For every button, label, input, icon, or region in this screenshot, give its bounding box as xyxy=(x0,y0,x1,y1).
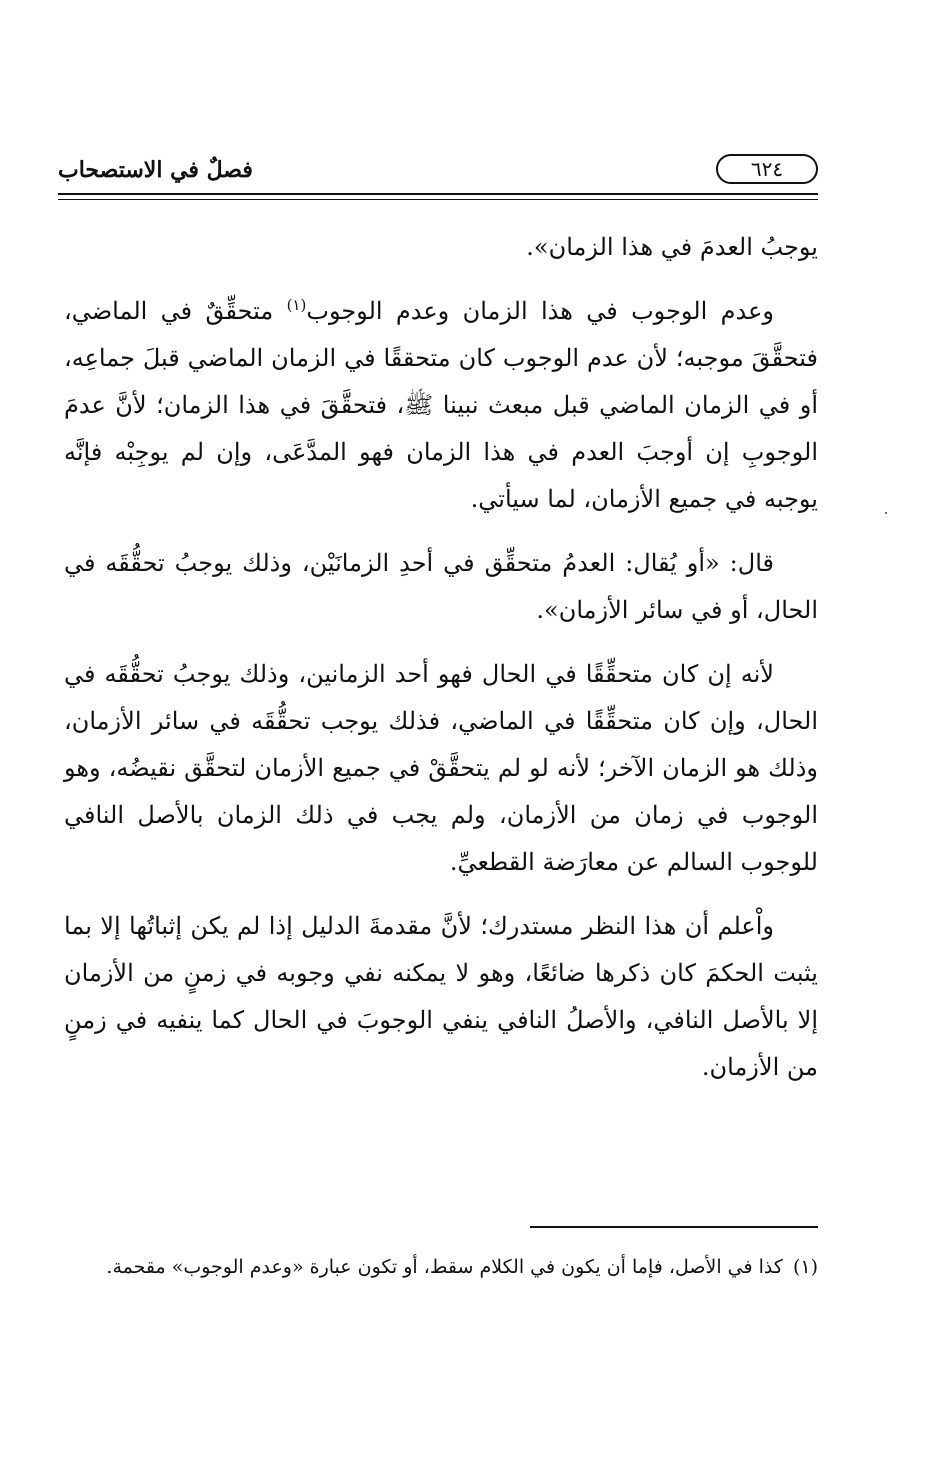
paragraph-2-rest: متحقِّقٌ في الماضي، فتحقَّقَ موجبه؛ لأن عدم الوجوب كان متحققًا في الزمان الماضي قبلَ جماعِه، أو في الزمان الماضي قبل مبعث نبينا ﷺ، فتحقَّقَ في هذا الزمان؛ لأنَّ عدمَ الوجوبِ إن أوجبَ العدم في هذا الزمان فهو المدَّعَى، وإن لم يوجِبْه فإنَّه يوجبه في جميع الأزمان، لما سيأتي. xyxy=(64,297,819,513)
header-divider-thick xyxy=(58,193,818,195)
footnote-divider xyxy=(530,1226,818,1228)
footnote-marker: (١) xyxy=(792,1256,818,1278)
footnote-reference: (١) xyxy=(286,296,307,314)
chapter-title: فصلٌ في الاستصحاب xyxy=(58,157,253,183)
footnote xyxy=(64,1250,818,1284)
paragraph-1: يوجبُ العدمَ في هذا الزمان». xyxy=(526,233,818,261)
margin-mark xyxy=(885,512,887,514)
running-header xyxy=(58,150,818,194)
paragraph-3: قال: «أو يُقال: العدمُ متحقِّق في أحدِ الزمانَيْن، وذلك يوجبُ تحقُّقَه في الحال، أو في سائر الأزمان». xyxy=(64,549,818,624)
paragraph-5: واْعلم أن هذا النظر مستدرك؛ لأنَّ مقدمةَ الدليل إذا لم يكن إثباتُها إلا بما يثبت الحكمَ كان ذكرها ضائعًا، وهو لا يمكنه نفي وجوبه في زمنٍ من الأزمان إلا بالأصل النافي، والأصلُ النافي ينفي الوجوبَ في الحال كما ينفيه في زمنٍ من الأزمان. xyxy=(64,912,818,1081)
header-divider-thin xyxy=(58,199,818,200)
page-number: ٦٢٤ xyxy=(716,154,818,184)
paragraph-2-start: وعدم الوجوب في هذا الزمان وعدم الوجوب xyxy=(306,297,774,325)
footnote-text: كذا في الأصل، فإما أن يكون في الكلام سقط، أو تكون عبارة «وعدم الوجوب» مقحمة. xyxy=(106,1256,783,1278)
main-text xyxy=(64,224,818,1108)
paragraph-4: لأنه إن كان متحقِّقًا في الحال فهو أحد الزمانين، وذلك يوجبُ تحقُّقَه في الحال، وإن كان متحقِّقًا في الماضي، فذلك يوجب تحقُّقَه في سائر الأزمان، وذلك هو الزمان الآخر؛ لأنه لو لم يتحقَّقْ في جميع الأزمان لتحقَّق نقيضُه، وهو الوجوب في زمان من الأزمان، ولم يجب في ذلك الزمان بالأصل النافي للوجوب السالم عن معارَضة القطعيِّ. xyxy=(64,660,819,876)
paragraph-2 xyxy=(64,288,818,523)
